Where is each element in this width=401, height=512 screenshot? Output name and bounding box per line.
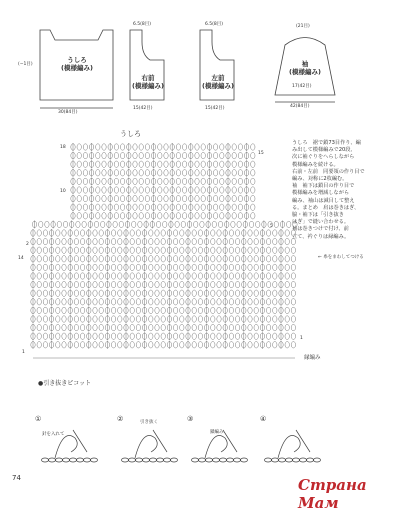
step-caption: 針を入れて [42,432,65,437]
instruction-line: 次に袖ぐりをへらしながら [292,154,355,161]
left-front-width: 15(42目) [205,106,225,111]
instruction-line: る。まとめ 肩は巻きはぎ、 [292,204,360,211]
back-width: 30(84目) [58,110,78,115]
instruction-line: 編み、対称に2枚編む。 [292,176,348,183]
sleeve-bottom: 42(84目) [290,104,310,109]
row-number: 5 [270,224,273,229]
step-number: ④ [260,415,267,423]
chart-title: うしろ [120,130,141,138]
row-number: 1 [300,336,303,341]
row-number: 14 [18,256,24,261]
instruction-line: 模様編みを続ける。 [292,161,339,168]
instruction-line: 模様編みを増減しながら [292,190,350,197]
sleeve-mid: 17(42目) [292,84,312,89]
sleeve-top: (21目) [296,24,310,29]
sleeve-title: 袖 (模様編み) [289,60,321,76]
step-number: ① [35,415,42,423]
instruction-line: 編み、袖山は減目して整え [292,197,355,204]
back-side: (−1目) [18,62,33,67]
left-front-shoulder: 6.5(8目) [205,22,224,27]
row-number: 18 [60,145,66,150]
step-caption: 引き抜く [140,420,158,425]
page-number: 74 [12,474,21,482]
border-label: 縁編み [304,355,321,361]
instruction-line: 右前・左前 同要領の作り目で [292,168,365,175]
instruction-line: 立て、衿ぐりは縁編み。 [292,233,350,240]
picot-diagrams [0,390,401,470]
picot-heading: ●引き抜きピコット [38,380,92,387]
instruction-line: はぎ」で縫い合わせる。 [292,219,350,226]
right-front-width: 15(42目) [133,106,153,111]
instruction-line: 袖は巻きつけで付け、前 [292,226,349,233]
step-caption: 鎖編み [210,430,224,435]
step-number: ③ [187,415,194,423]
back-title: うしろ (模様編み) [61,56,93,72]
watermark: Страна Мам [298,476,367,512]
step-number: ② [117,415,124,423]
row-number: 2 [26,242,29,247]
instruction-line: 脇・袖下は「引き抜き [292,212,344,219]
instruction-line: うしろ 裾で鎖73目作り、編 [292,140,361,146]
row-number: 10 [60,189,66,194]
right-front-title: 右前 (模様編み) [132,74,164,90]
right-front-shoulder: 6.5(8目) [133,22,152,27]
edge-note: ← 糸をまわしてつける [318,255,364,260]
left-front-title: 左前 (模様編み) [202,74,234,90]
row-number: 1 [22,350,25,355]
instructions [292,140,394,241]
instruction-line: 袖 袖下は鎖目の作り目で [292,183,355,190]
instruction-line: み出して模様編みで20段、 [292,147,356,154]
row-number: 15 [258,151,264,156]
